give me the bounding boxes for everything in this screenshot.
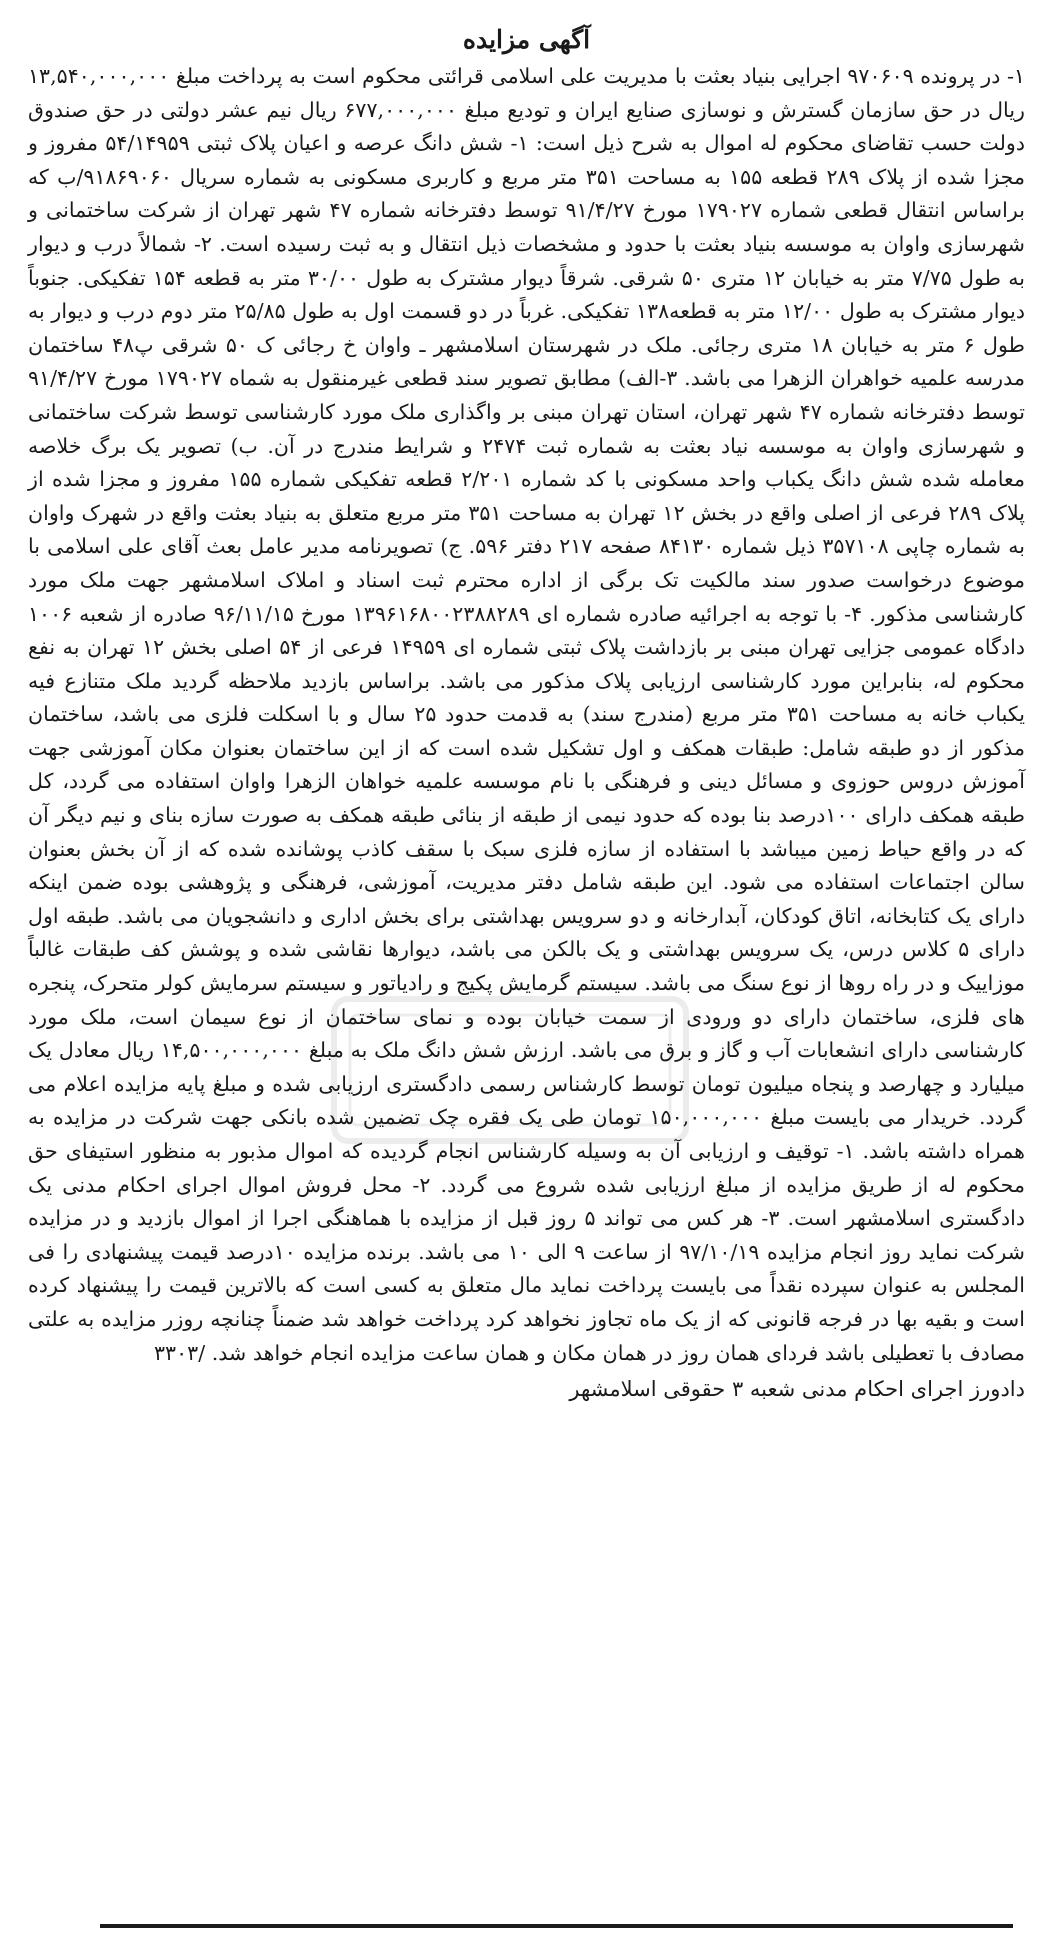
notice-body: ۱- در پرونده ۹۷۰۶۰۹ اجرایی بنیاد بعثت با مدیریت علی اسلامی قرائتی محکوم است به پرداخت مبلغ ۱۳,۵۴۰,۰۰۰,۰۰۰ ریال در حق سازمان گسترش و نوسازی صنایع ایران و تودیع مبلغ ۶۷۷,۰۰۰,۰۰۰ ریال نیم عشر دولتی در حق صندوق دولت حسب تقاضای محکوم له اموال به شرح ذیل است: ۱- شش دانگ عرصه و اعیان پلاک ثبتی ۵۴/۱۴۹۵۹ مفروز و مجزا شده از پلاک ۲۸۹ قطعه ۱۵۵ به مساحت ۳۵۱ متر مربع و کاربری مسکونی به شماره سریال ۹۱۸۶۹۰۶۰/ب که براساس انتقال قطعی شماره ۱۷۹۰۲۷ مورخ ۹۱/۴/۲۷ توسط دفترخانه شماره ۴۷ شهر تهران از شرکت ساختمانی و شهرسازی واوان به موسسه بنیاد بعثت با حدود و مشخصات ذیل انتقال و به ثبت رسیده است. ۲- شمالاً درب و دیوار به طول ۷/۷۵ متر به خیابان ۱۲ متری ۵۰ شرقی. شرقاً دیوار مشترک به طول ۳۰/۰۰ متر به قطعه ۱۵۴ تفکیکی. جنوباً دیوار مشترک به طول ۱۲/۰۰ متر به قطعه۱۳۸ تفکیکی. غرباً در دو قسمت اول به طول ۲۵/۸۵ متر دوم درب و دیوار به طول ۶ متر به خیابان ۱۸ متری رجائی. ملک در شهرستان اسلامشهر ـ واوان خ رجائی ک ۵۰ شرقی پ۴۸ ساختمان مدرسه علمیه خواهران الزهرا می باشد. ۳-الف) مطابق تصویر سند قطعی غیرمنقول به شماه ۱۷۹۰۲۷ مورخ ۹۱/۴/۲۷ توسط دفترخانه شماره ۴۷ شهر تهران، استان تهران مبنی بر واگذاری ملک مورد کارشناسی توسط شرکت ساختمانی و شهرسازی واوان به موسسه نیاد بعثت به شماره ثبت ۲۴۷۴ و شرایط مندرج در آن. ب) تصویر یک برگ خلاصه معامله شده شش دانگ یکباب واحد مسکونی با کد شماره ۲/۲۰۱ قطعه تفکیکی شماره ۱۵۵ مفروز و مجزا شده از پلاک ۲۸۹ فرعی از اصلی واقع در بخش ۱۲ تهران به مساحت ۳۵۱ متر مربع متعلق به بنیاد بعثت واقع در شهرک واوان به شماره چاپی ۳۵۷۱۰۸ ذیل شماره ۸۴۱۳۰ صفحه ۲۱۷ دفتر ۵۹۶. ج) تصویرنامه مدیر عامل بعث آقای علی اسلامی با موضوع درخواست صدور سند مالکیت تک برگی از اداره محترم ثبت اسناد و املاک اسلامشهر جهت ملک مورد کارشناسی مذکور. ۴- با توجه به اجرائیه صادره شماره ای ۱۳۹۶۱۶۸۰۰۲۳۸۸۲۸۹ مورخ ۹۶/۱۱/۱۵ صادره از شعبه ۱۰۰۶ دادگاه عمومی جزایی تهران مبنی بر بازداشت پلاک ثبتی شماره ای ۱۴۹۵۹ فرعی از ۵۴ اصلی بخش ۱۲ تهران به نفع محکوم له، بنابراین مورد کارشناسی ارزیابی پلاک مذکور می باشد. براساس بازدید ملاحظه گردید ملک متنازع فیه یکباب خانه به مساحت ۳۵۱ متر مربع (مندرج سند) به قدمت حدود ۲۵ سال و با اسکلت فلزی می باشد، ساختمان مذکور از دو طبقه شامل: طبقات همکف و اول تشکیل شده است که از این ساختمان بعنوان مکان آموزشی جهت آموزش دروس حوزوی و مسائل دینی و فرهنگی با نام موسسه علمیه خواهان الزهرا واوان استفاده می گردد، کل طبقه همکف دارای ۱۰۰درصد بنا بوده که حدود نیمی از طبقه از بنائی طبقه همکف به صورت سازه بنای و نیم دیگر آن که در واقع حیاط زمین میباشد با استفاده از سازه فلزی سبک با سقف کاذب پوشانده شده که از آن بخش بعنوان سالن اجتماعات استفاده می شود. این طبقه شامل دفتر مدیریت، آموزشی، فرهنگی و پژوهشی بوده ضمن اینکه دارای یک کتابخانه، اتاق کودکان، آبدارخانه و دو سرویس بهداشتی برای بخش اداری و دانشجویان می باشد. طبقه اول دارای ۵ کلاس درس، یک سرویس بهداشتی و یک بالکن می باشد، دیوارها نقاشی شده و پوشش کف طبقات غالباً موزاییک و در راه روها از نوع سنگ می باشد. سیستم گرمایش پکیج و رادیاتور و سیستم سرمایش کولر متحرک، پنجره های فلزی، ساختمان دارای دو ورودی از سمت خیابان بوده و نمای ساختمان از نوع سیمان است، ملک مورد کارشناسی دارای انشعابات آب و گاز و برق می باشد. ارزش شش دانگ ملک به مبلغ ۱۴,۵۰۰,۰۰۰,۰۰۰ ریال معادل یک میلیارد و چهارصد و پنجاه میلیون تومان توسط کارشناس رسمی دادگستری ارزیابی شده و مبلغ پایه مزایده اعلام می گردد. خریدار می بایست مبلغ ۱۵۰,۰۰۰,۰۰۰ تومان طی یک فقره چک تضمین شده بانکی جهت شرکت در مزایده به همراه داشته باشد. ۱- توقیف و ارزیابی آن به وسیله کارشناس انجام گردیده که اموال مذبور به منظور استیفای حق محکوم له از طریق مزایده از مبلغ ارزیابی شده شروع می گردد. ۲- محل فروش اموال اجرای احکام مدنی یک دادگستری اسلامشهر است. ۳- هر کس می تواند ۵ روز قبل از مزایده با هماهنگی اجرا از اموال بازدید و در مزایده شرکت نماید روز انجام مزایده ۹۷/۱۰/۱۹ از ساعت ۹ الی ۱۰ می باشد. برنده مزایده ۱۰درصد قیمت پیشنهادی را فی المجلس به عنوان سپرده نقداً می بایست پرداخت نماید مال متعلق به کسی است که بالاترین قیمت را پیشنهاد کرده است و بقیه بها در فرجه قانونی که از یک ماه تجاوز نخواهد کرد پرداخت خواهد شد ضمناً چنانچه روزر مزایده به علتی مصادف با تعطیلی باشد فردای همان روز در همان مکان و همان ساعت مزایده انجام خواهد شد. /۳۳۰۳ <box>28 64 1026 1365</box>
bottom-rule <box>100 1924 1013 1928</box>
auction-notice <box>28 22 1025 1932</box>
notice-signature: دادورز اجرای احکام مدنی شعبه ۳ حقوقی اسلامشهر <box>569 1377 1025 1402</box>
notice-title: آگهی مزایده <box>462 25 591 54</box>
